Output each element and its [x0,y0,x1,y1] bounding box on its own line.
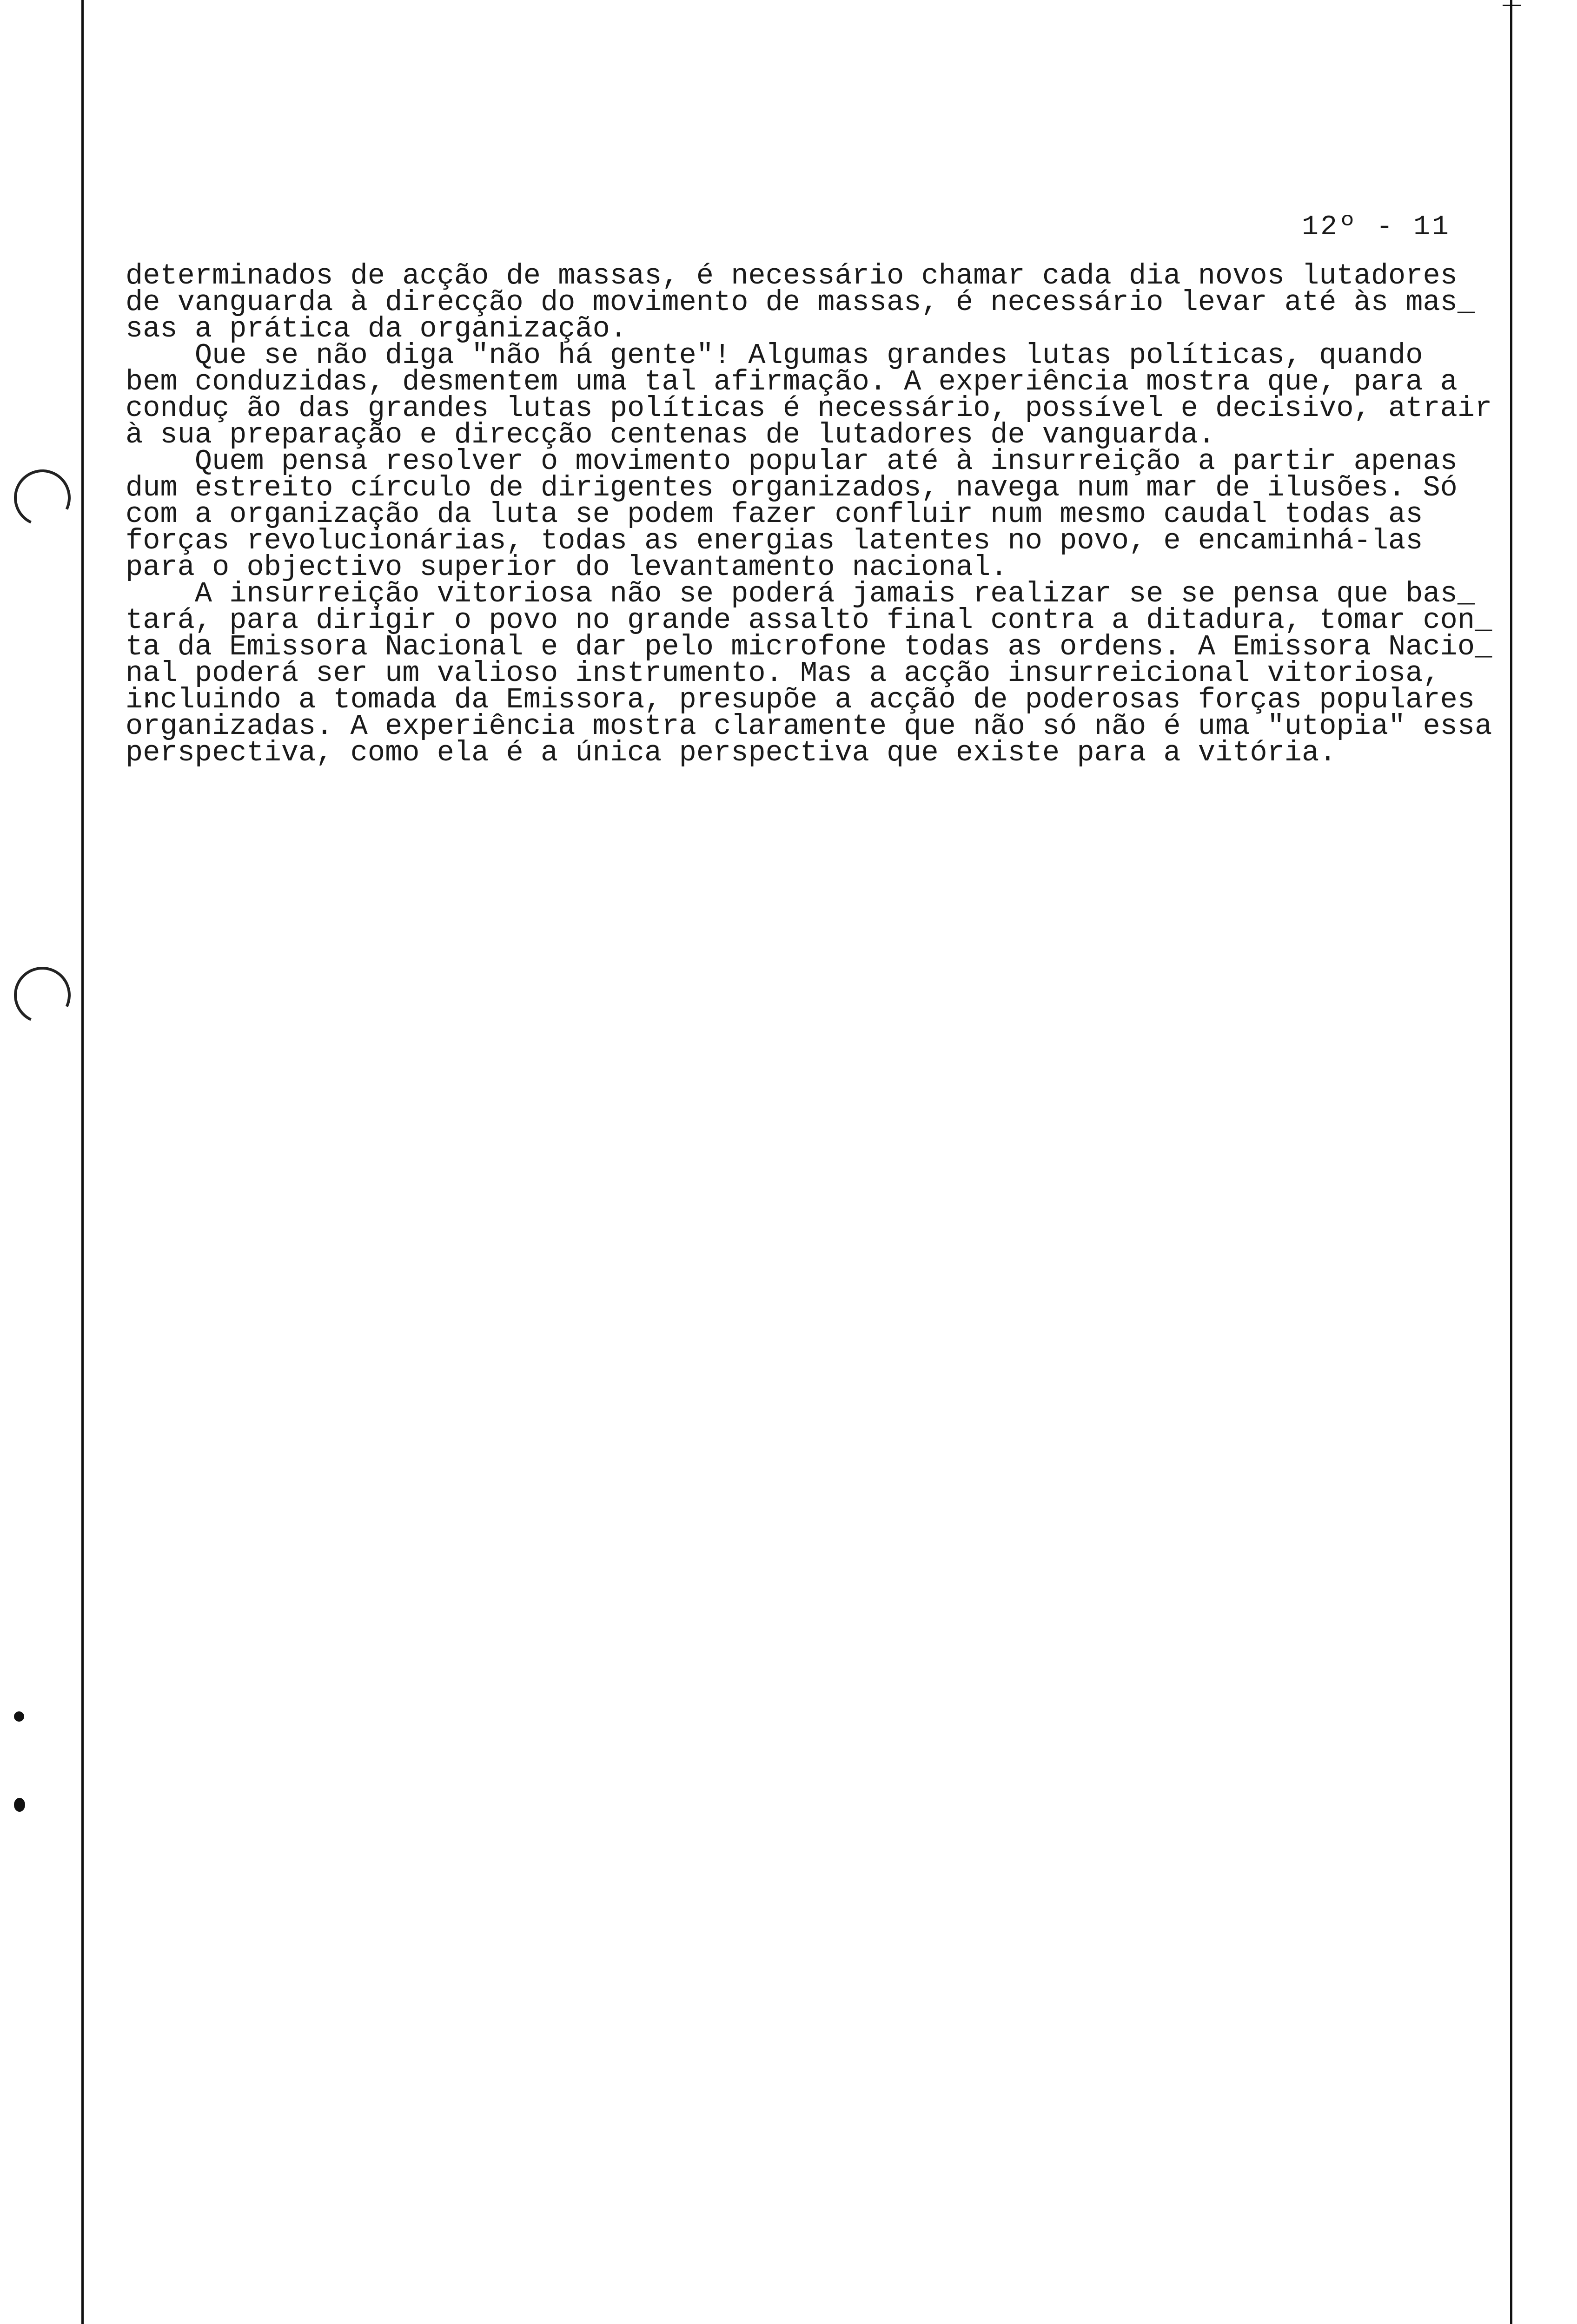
punch-hole-icon [6,959,79,1031]
punch-hole-icon [6,462,79,534]
text-line: à sua preparação e direcção centenas de lutadores de vanguarda. [126,418,1215,451]
text-line: dum estreito círculo de dirigentes organizados, navega num mar de ilusões. Só [126,471,1458,504]
text-line: A insurreição vitoriosa não se poderá jamais realizar se se pensa que bas_ [126,577,1475,610]
text-line: organizadas. A experiência mostra claramente que não só não é uma "utopia" essa [126,710,1492,743]
body-text [126,259,1567,769]
top-corner-mark [1503,5,1521,6]
left-margin-line [81,0,84,2324]
text-line: tará, para dirigir o povo no grande assalto final contra a ditadura, tomar con_ [126,604,1492,637]
text-line: determinados de acção de massas, é necessário chamar cada dia novos lutadores [126,259,1458,292]
page-number: 12º - 11 [1302,211,1451,243]
text-line: conduç ão das grandes lutas políticas é necessário, possível e decisivo, atrair [126,392,1492,425]
text-line: sas a prática da organização. [126,312,627,345]
text-line: perspectiva, como ela é a única perspectiva que existe para a vitória. [126,736,1337,769]
text-line: Quem pensa resolver o movimento popular até à insurreição a partir apenas [126,445,1458,478]
text-line: Que se não diga "não há gente"! Algumas grandes lutas políticas, quando [126,339,1423,372]
text-line: incluindo a tomada da Emissora, presupõe a acção de poderosas forças populares [126,683,1475,716]
ink-dot [14,1798,25,1812]
text-line: de vanguarda à direcção do movimento de massas, é necessário levar até às mas_ [126,286,1475,319]
text-line: ta da Emissora Nacional e dar pelo microfone todas as ordens. A Emissora Nacio_ [126,630,1492,663]
text-line: bem conduzidas, desmentem uma tal afirmação. A experiência mostra que, para a [126,365,1458,398]
text-line: para o objectivo superior do levantamento nacional. [126,551,1008,584]
text-line: forças revolucionárias, todas as energias latentes no povo, e encaminhá-las [126,524,1423,557]
ink-dot [14,1711,24,1722]
text-line: nal poderá ser um valioso instrumento. Mas a acção insurreicional vitoriosa, [126,657,1440,690]
text-line: com a organização da luta se podem fazer confluir num mesmo caudal todas as [126,498,1423,531]
